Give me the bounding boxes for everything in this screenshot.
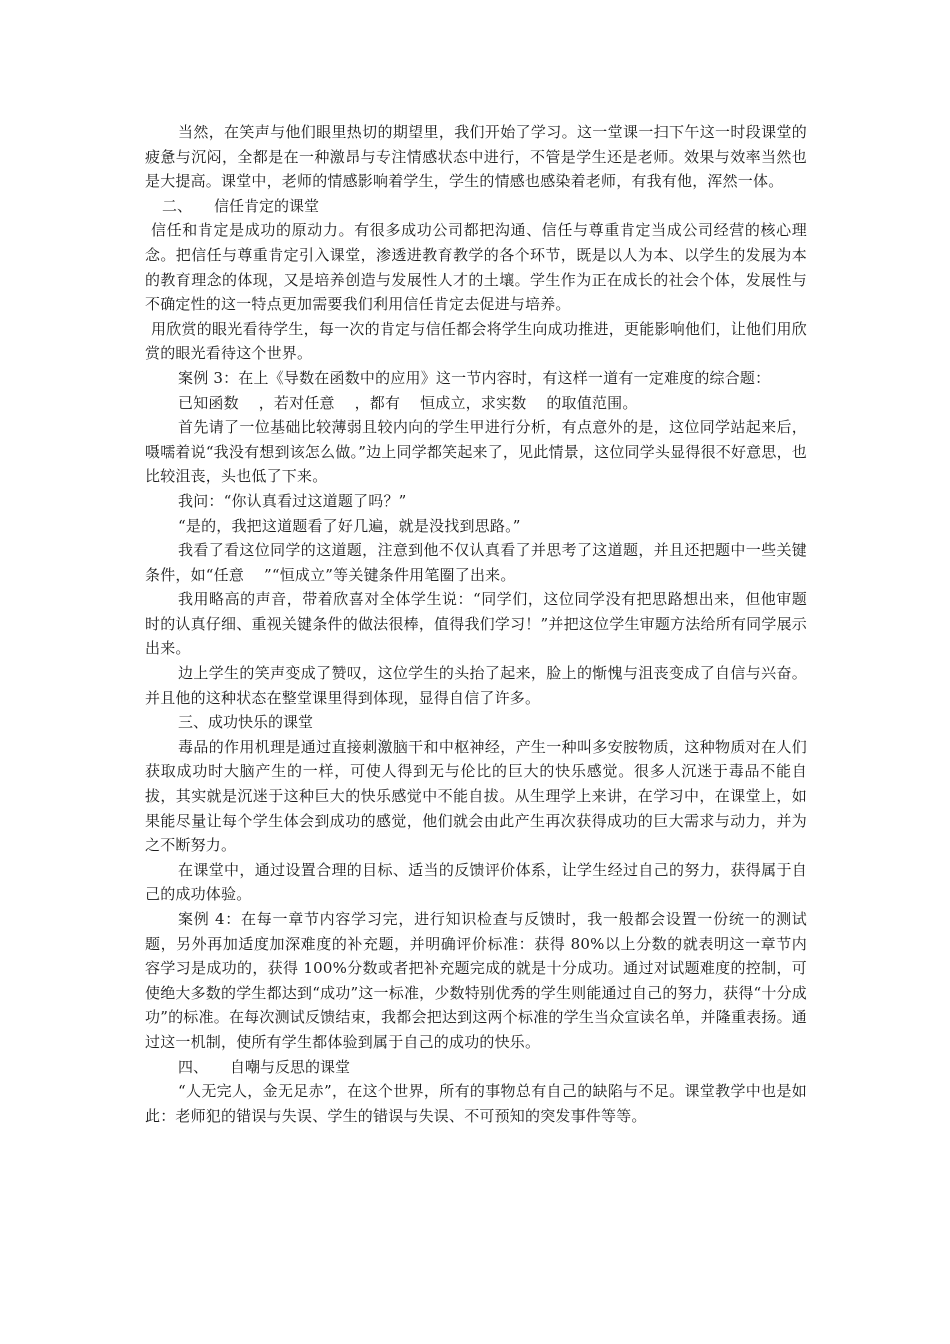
- section-title: 成功快乐的课堂: [208, 713, 314, 732]
- paragraph: 毒品的作用机理是通过直接刺激脑干和中枢神经，产生一种叫多安胺物质，这种物质对在人们获取成功时大脑产生的一样，可使人得到无与伦比的巨大的快乐感觉。很多人沉迷于毒品不能自拔，其实就是沉迷于这种巨大的快乐感觉中不能自拔。从生理学上来讲，在学习中，在课堂上，如果能尽量让每个学生体会到成功的感觉，他们就会由此产生再次获得成功的巨大需求与动力，并为之不断努力。: [145, 737, 807, 855]
- dialogue-line: 我问：“你认真看过这道题了吗？”: [178, 491, 407, 510]
- paragraph: “人无完人，金无足赤”，在这个世界，所有的事物总有自己的缺陷与不足。课堂教学中也是如此：老师犯的错误与失误、学生的错误与失误、不可预知的突发事件等等。: [145, 1082, 807, 1125]
- paragraph: 在课堂中，通过设置合理的目标、适当的反馈评价体系，让学生经过自己的努力，获得属于自己的成功体验。: [145, 860, 807, 904]
- section-heading-3: [145, 710, 807, 735]
- paragraph: 我用略高的声音，带着欣喜对全体学生说：“同学们，这位同学没有把思路想出来，但他审题时的认真仔细、重视关键条件的做法很棒，值得我们学习！”并把这位学生审题方法给所有同学展示出来。: [145, 590, 807, 658]
- problem-statement: [145, 391, 807, 416]
- section-heading-2: [145, 194, 807, 219]
- problem-text: 已知函数: [178, 393, 239, 412]
- problem-text: ，若对任意: [258, 393, 335, 412]
- case-paragraph: 案例 4：在每一章节内容学习完，进行知识检查与反馈时，我一般都会设置一份统一的测试题，另外再加适度加深难度的补充题，并明确评价标准：获得 80%以上分数的就表明这一章节内容学习是成功的，获得 100%分数或者把补充题完成的就是十分成功。通过对试题难度的控制，可使绝大多数的学生都达到“成功”这一标准，少数特别优秀的学生则能通过自己的努力，获得“十分成功”的标准。在每次测试反馈结束，我都会把达到这两个标准的学生当众宣读名单，并隆重表扬。通过这一机制，使所有学生都体验到属于自己的成功的快乐。: [145, 910, 808, 1051]
- section-heading-4: [145, 1055, 807, 1080]
- problem-text: 恒成立，求实数: [420, 393, 527, 412]
- paragraph: 首先请了一位基础比较薄弱且较内向的学生甲进行分析，有点意外的是，这位同学站起来后，嗫嚅着说“我没有想到该怎么做。”边上同学都笑起来了，见此情景，这位同学头显得很不好意思，也比较沮丧，头也低了下来。: [145, 418, 807, 486]
- dialogue-line: “是的，我把这道题看了好几遍，就是没找到思路。”: [178, 516, 521, 535]
- section-number: 三、: [178, 713, 209, 732]
- paragraph: 边上学生的笑声变成了赞叹，这位学生的头抬了起来，脸上的惭愧与沮丧变成了自信与兴奋。并且他的这种状态在整堂课里得到体现，显得自信了许多。: [145, 664, 807, 707]
- section-title: 信任肯定的课堂: [214, 196, 320, 215]
- paragraph: [145, 538, 807, 587]
- paragraph-text: 我看了看这位同学的这道题，注意到他不仅认真看了并思考了这道题，并且还把题中一些关键条件，如“任意: [145, 541, 807, 584]
- paragraph: 当然，在笑声与他们眼里热切的期望里，我们开始了学习。这一堂课一扫下午这一时段课堂的疲惫与沉闷，全都是在一种激昂与专注情感状态中进行，不管是学生还是老师。效果与效率当然也是大提高。课堂中，老师的情感影响着学生，学生的情感也感染着老师，有我有他，浑然一体。: [145, 123, 807, 191]
- document-body: [145, 120, 807, 1128]
- paragraph: 用欣赏的眼光看待学生，每一次的肯定与信任都会将学生向成功推进，更能影响他们，让他们用欣赏的眼光看待这个世界。: [145, 319, 807, 363]
- problem-text: ，都有: [354, 393, 401, 412]
- case-paragraph: 案例 3：在上《导数在函数中的应用》这一节内容时，有这样一道有一定难度的综合题：: [178, 368, 771, 387]
- problem-text: 的取值范围。: [546, 393, 638, 412]
- section-number: 二、: [162, 196, 193, 215]
- section-number: 四、: [178, 1057, 209, 1076]
- section-title: 自嘲与反思的课堂: [230, 1057, 351, 1076]
- paragraph-text: ”“恒成立”等关键条件用笔圈了出来。: [263, 565, 516, 584]
- paragraph: 信任和肯定是成功的原动力。有很多成功公司都把沟通、信任与尊重肯定当成公司经营的核心理念。把信任与尊重肯定引入课堂，渗透进教育教学的各个环节，既是以人为本、以学生的发展为本的教育理念的体现，又是培养创造与发展性人才的土壤。学生作为正在成长的社会个体，发展性与不确定性的这一特点更加需要我们利用信任肯定去促进与培养。: [145, 221, 807, 314]
